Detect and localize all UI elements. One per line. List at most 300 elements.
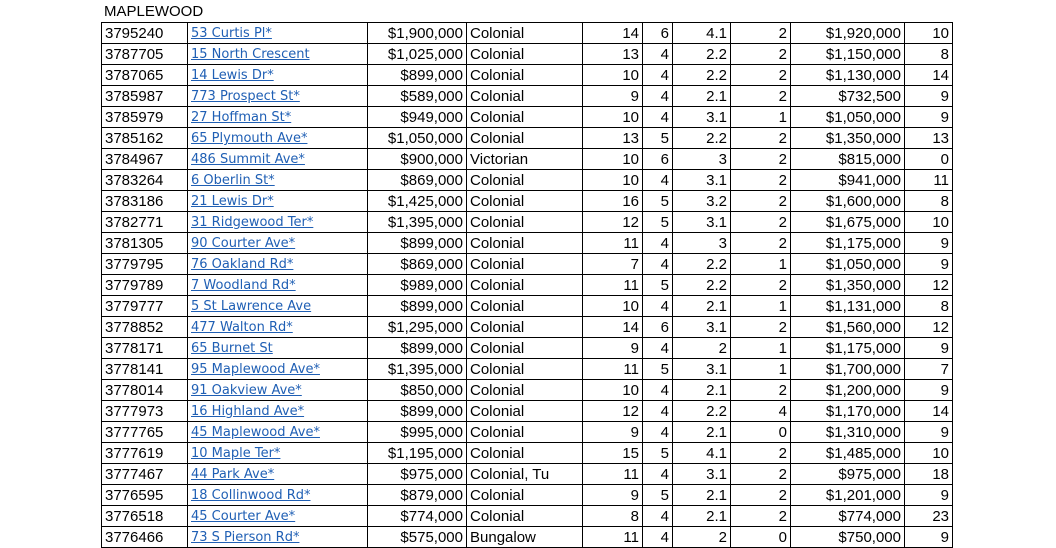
mls-id-cell: 3777973 — [102, 401, 188, 422]
baths-cell: 2.1 — [673, 506, 731, 527]
listings-body — [102, 23, 953, 548]
address-link[interactable]: 45 Courter Ave* — [191, 509, 296, 524]
style-cell: Colonial — [467, 296, 583, 317]
style-cell: Colonial — [467, 443, 583, 464]
table-row — [102, 23, 953, 44]
baths-cell: 3 — [673, 149, 731, 170]
list-price-cell: $949,000 — [368, 107, 467, 128]
bedrooms-cell: 4 — [643, 380, 673, 401]
sold-price-cell: $1,050,000 — [791, 254, 905, 275]
sold-price-cell: $1,920,000 — [791, 23, 905, 44]
style-cell: Colonial — [467, 170, 583, 191]
table-row — [102, 149, 953, 170]
address-cell — [188, 44, 368, 65]
baths-cell: 2.1 — [673, 422, 731, 443]
baths-cell: 2.2 — [673, 128, 731, 149]
address-link[interactable]: 73 S Pierson Rd* — [191, 530, 300, 545]
garage-cell: 2 — [731, 128, 791, 149]
rooms-cell: 11 — [583, 275, 643, 296]
list-price-cell: $879,000 — [368, 485, 467, 506]
baths-cell: 3.1 — [673, 212, 731, 233]
mls-id-cell: 3778852 — [102, 317, 188, 338]
sold-price-cell: $1,350,000 — [791, 128, 905, 149]
sold-price-cell: $750,000 — [791, 527, 905, 548]
address-cell — [188, 506, 368, 527]
table-row — [102, 296, 953, 317]
address-cell — [188, 380, 368, 401]
rooms-cell: 14 — [583, 317, 643, 338]
mls-id-cell: 3783186 — [102, 191, 188, 212]
list-price-cell: $589,000 — [368, 86, 467, 107]
table-row — [102, 485, 953, 506]
table-row — [102, 233, 953, 254]
style-cell: Colonial — [467, 23, 583, 44]
table-row — [102, 212, 953, 233]
bedrooms-cell: 5 — [643, 128, 673, 149]
days-on-market-cell: 14 — [905, 401, 953, 422]
mls-id-cell: 3779777 — [102, 296, 188, 317]
garage-cell: 4 — [731, 401, 791, 422]
address-link[interactable]: 6 Oberlin St* — [191, 173, 275, 188]
days-on-market-cell: 9 — [905, 338, 953, 359]
mls-id-cell: 3777467 — [102, 464, 188, 485]
table-row — [102, 275, 953, 296]
table-row — [102, 422, 953, 443]
baths-cell: 4.1 — [673, 443, 731, 464]
sheet-title: MAPLEWOOD — [104, 3, 204, 20]
bedrooms-cell: 5 — [643, 191, 673, 212]
baths-cell: 3.2 — [673, 191, 731, 212]
address-link[interactable]: 18 Collinwood Rd* — [191, 488, 311, 503]
list-price-cell: $1,425,000 — [368, 191, 467, 212]
table-row — [102, 527, 953, 548]
list-price-cell: $869,000 — [368, 170, 467, 191]
style-cell: Colonial — [467, 254, 583, 275]
style-cell: Colonial — [467, 485, 583, 506]
mls-id-cell: 3783264 — [102, 170, 188, 191]
garage-cell: 1 — [731, 296, 791, 317]
days-on-market-cell: 9 — [905, 485, 953, 506]
address-link[interactable]: 90 Courter Ave* — [191, 236, 296, 251]
sold-price-cell: $1,130,000 — [791, 65, 905, 86]
table-row — [102, 86, 953, 107]
rooms-cell: 12 — [583, 401, 643, 422]
days-on-market-cell: 14 — [905, 65, 953, 86]
bedrooms-cell: 5 — [643, 275, 673, 296]
bedrooms-cell: 4 — [643, 527, 673, 548]
list-price-cell: $900,000 — [368, 149, 467, 170]
sold-price-cell: $1,350,000 — [791, 275, 905, 296]
bedrooms-cell: 4 — [643, 338, 673, 359]
mls-id-cell: 3777619 — [102, 443, 188, 464]
mls-id-cell: 3781305 — [102, 233, 188, 254]
list-price-cell: $975,000 — [368, 464, 467, 485]
days-on-market-cell: 9 — [905, 107, 953, 128]
address-cell — [188, 233, 368, 254]
baths-cell: 2.1 — [673, 380, 731, 401]
days-on-market-cell: 12 — [905, 275, 953, 296]
address-cell — [188, 212, 368, 233]
list-price-cell: $774,000 — [368, 506, 467, 527]
address-cell — [188, 86, 368, 107]
table-row — [102, 401, 953, 422]
garage-cell: 2 — [731, 233, 791, 254]
list-price-cell: $899,000 — [368, 401, 467, 422]
sold-price-cell: $1,675,000 — [791, 212, 905, 233]
rooms-cell: 15 — [583, 443, 643, 464]
mls-id-cell: 3778014 — [102, 380, 188, 401]
baths-cell: 2.2 — [673, 401, 731, 422]
address-cell — [188, 128, 368, 149]
table-row — [102, 443, 953, 464]
baths-cell: 2.2 — [673, 254, 731, 275]
garage-cell: 2 — [731, 170, 791, 191]
mls-id-cell: 3787705 — [102, 44, 188, 65]
table-row — [102, 191, 953, 212]
garage-cell: 2 — [731, 380, 791, 401]
mls-id-cell: 3795240 — [102, 23, 188, 44]
table-row — [102, 65, 953, 86]
sold-price-cell: $1,170,000 — [791, 401, 905, 422]
style-cell: Colonial — [467, 233, 583, 254]
list-price-cell: $1,395,000 — [368, 359, 467, 380]
garage-cell: 2 — [731, 275, 791, 296]
mls-id-cell: 3779789 — [102, 275, 188, 296]
mls-id-cell: 3777765 — [102, 422, 188, 443]
style-cell: Colonial — [467, 212, 583, 233]
garage-cell: 2 — [731, 212, 791, 233]
bedrooms-cell: 5 — [643, 359, 673, 380]
days-on-market-cell: 8 — [905, 44, 953, 65]
days-on-market-cell: 23 — [905, 506, 953, 527]
baths-cell: 2 — [673, 527, 731, 548]
baths-cell: 2.2 — [673, 275, 731, 296]
list-price-cell: $989,000 — [368, 275, 467, 296]
days-on-market-cell: 10 — [905, 443, 953, 464]
address-link[interactable]: 15 North Crescent — [191, 47, 310, 62]
address-cell — [188, 401, 368, 422]
address-link[interactable]: 5 St Lawrence Ave — [191, 299, 312, 314]
bedrooms-cell: 4 — [643, 107, 673, 128]
sold-price-cell: $1,175,000 — [791, 233, 905, 254]
baths-cell: 3.1 — [673, 359, 731, 380]
address-link[interactable]: 16 Highland Ave* — [191, 404, 305, 419]
bedrooms-cell: 4 — [643, 170, 673, 191]
table-row — [102, 128, 953, 149]
address-cell — [188, 191, 368, 212]
address-cell — [188, 527, 368, 548]
address-link[interactable]: 45 Maplewood Ave* — [191, 425, 320, 440]
style-cell: Colonial — [467, 275, 583, 296]
days-on-market-cell: 9 — [905, 380, 953, 401]
sold-price-cell: $1,050,000 — [791, 107, 905, 128]
rooms-cell: 10 — [583, 65, 643, 86]
bedrooms-cell: 5 — [643, 443, 673, 464]
rooms-cell: 7 — [583, 254, 643, 275]
rooms-cell: 9 — [583, 422, 643, 443]
table-row — [102, 359, 953, 380]
baths-cell: 3.1 — [673, 317, 731, 338]
address-cell — [188, 107, 368, 128]
bedrooms-cell: 6 — [643, 23, 673, 44]
garage-cell: 1 — [731, 107, 791, 128]
rooms-cell: 10 — [583, 107, 643, 128]
address-cell — [188, 422, 368, 443]
baths-cell: 4.1 — [673, 23, 731, 44]
address-link[interactable]: 44 Park Ave* — [191, 467, 275, 482]
address-cell — [188, 275, 368, 296]
rooms-cell: 11 — [583, 233, 643, 254]
table-row — [102, 44, 953, 65]
rooms-cell: 10 — [583, 296, 643, 317]
days-on-market-cell: 0 — [905, 149, 953, 170]
bedrooms-cell: 4 — [643, 401, 673, 422]
address-link[interactable]: 65 Burnet St — [191, 341, 273, 356]
address-cell — [188, 464, 368, 485]
garage-cell: 0 — [731, 527, 791, 548]
list-price-cell: $899,000 — [368, 338, 467, 359]
sold-price-cell: $1,175,000 — [791, 338, 905, 359]
sold-price-cell: $941,000 — [791, 170, 905, 191]
mls-id-cell: 3779795 — [102, 254, 188, 275]
mls-id-cell: 3787065 — [102, 65, 188, 86]
bedrooms-cell: 4 — [643, 254, 673, 275]
days-on-market-cell: 9 — [905, 86, 953, 107]
garage-cell: 2 — [731, 443, 791, 464]
garage-cell: 2 — [731, 191, 791, 212]
sold-price-cell: $1,201,000 — [791, 485, 905, 506]
sold-price-cell: $774,000 — [791, 506, 905, 527]
baths-cell: 2.1 — [673, 485, 731, 506]
style-cell: Colonial — [467, 86, 583, 107]
rooms-cell: 13 — [583, 44, 643, 65]
bedrooms-cell: 4 — [643, 44, 673, 65]
style-cell: Colonial — [467, 380, 583, 401]
baths-cell: 2.2 — [673, 65, 731, 86]
baths-cell: 2 — [673, 338, 731, 359]
rooms-cell: 11 — [583, 464, 643, 485]
bedrooms-cell: 4 — [643, 65, 673, 86]
rooms-cell: 13 — [583, 128, 643, 149]
mls-id-cell: 3778141 — [102, 359, 188, 380]
style-cell: Bungalow — [467, 527, 583, 548]
baths-cell: 3.1 — [673, 464, 731, 485]
garage-cell: 1 — [731, 359, 791, 380]
days-on-market-cell: 10 — [905, 23, 953, 44]
mls-id-cell: 3785987 — [102, 86, 188, 107]
rooms-cell: 12 — [583, 212, 643, 233]
sold-price-cell: $1,485,000 — [791, 443, 905, 464]
address-link[interactable]: 31 Ridgewood Ter* — [191, 215, 314, 230]
rooms-cell: 11 — [583, 527, 643, 548]
baths-cell: 2.1 — [673, 86, 731, 107]
days-on-market-cell: 10 — [905, 212, 953, 233]
table-row — [102, 254, 953, 275]
address-link[interactable]: 773 Prospect St* — [191, 89, 300, 104]
address-link[interactable]: 21 Lewis Dr* — [191, 194, 274, 209]
style-cell: Colonial, Tu — [467, 464, 583, 485]
list-price-cell: $899,000 — [368, 296, 467, 317]
table-row — [102, 464, 953, 485]
rooms-cell: 14 — [583, 23, 643, 44]
garage-cell: 0 — [731, 422, 791, 443]
baths-cell: 3.1 — [673, 107, 731, 128]
table-row — [102, 506, 953, 527]
address-cell — [188, 170, 368, 191]
garage-cell: 1 — [731, 254, 791, 275]
mls-id-cell: 3778171 — [102, 338, 188, 359]
baths-cell: 2.2 — [673, 44, 731, 65]
sold-price-cell: $1,200,000 — [791, 380, 905, 401]
sold-price-cell: $1,150,000 — [791, 44, 905, 65]
sold-price-cell: $1,560,000 — [791, 317, 905, 338]
mls-id-cell: 3782771 — [102, 212, 188, 233]
style-cell: Victorian — [467, 149, 583, 170]
style-cell: Colonial — [467, 128, 583, 149]
garage-cell: 2 — [731, 65, 791, 86]
address-link[interactable]: 91 Oakview Ave* — [191, 383, 302, 398]
address-link[interactable]: 95 Maplewood Ave* — [191, 362, 320, 377]
list-price-cell: $1,050,000 — [368, 128, 467, 149]
days-on-market-cell: 11 — [905, 170, 953, 191]
list-price-cell: $869,000 — [368, 254, 467, 275]
mls-id-cell: 3776595 — [102, 485, 188, 506]
address-cell — [188, 254, 368, 275]
days-on-market-cell: 9 — [905, 527, 953, 548]
address-link[interactable]: 7 Woodland Rd* — [191, 278, 296, 293]
style-cell: Colonial — [467, 65, 583, 86]
address-cell — [188, 359, 368, 380]
address-cell — [188, 23, 368, 44]
list-price-cell: $1,195,000 — [368, 443, 467, 464]
bedrooms-cell: 4 — [643, 86, 673, 107]
sold-price-cell: $1,700,000 — [791, 359, 905, 380]
address-cell — [188, 296, 368, 317]
sold-price-cell: $1,310,000 — [791, 422, 905, 443]
mls-id-cell: 3785979 — [102, 107, 188, 128]
style-cell: Colonial — [467, 317, 583, 338]
days-on-market-cell: 9 — [905, 422, 953, 443]
bedrooms-cell: 5 — [643, 212, 673, 233]
address-link[interactable]: 14 Lewis Dr* — [191, 68, 274, 83]
days-on-market-cell: 13 — [905, 128, 953, 149]
list-price-cell: $899,000 — [368, 65, 467, 86]
table-row — [102, 317, 953, 338]
listings-table — [101, 22, 953, 548]
address-link[interactable]: 65 Plymouth Ave* — [191, 131, 308, 146]
rooms-cell: 9 — [583, 485, 643, 506]
address-cell — [188, 485, 368, 506]
bedrooms-cell: 6 — [643, 149, 673, 170]
list-price-cell: $575,000 — [368, 527, 467, 548]
address-cell — [188, 317, 368, 338]
days-on-market-cell: 18 — [905, 464, 953, 485]
rooms-cell: 10 — [583, 170, 643, 191]
sold-price-cell: $1,131,000 — [791, 296, 905, 317]
sold-price-cell: $815,000 — [791, 149, 905, 170]
garage-cell: 2 — [731, 86, 791, 107]
list-price-cell: $1,395,000 — [368, 212, 467, 233]
rooms-cell: 10 — [583, 149, 643, 170]
bedrooms-cell: 4 — [643, 506, 673, 527]
address-cell — [188, 65, 368, 86]
bedrooms-cell: 5 — [643, 485, 673, 506]
sold-price-cell: $732,500 — [791, 86, 905, 107]
rooms-cell: 10 — [583, 380, 643, 401]
style-cell: Colonial — [467, 191, 583, 212]
address-cell — [188, 338, 368, 359]
bedrooms-cell: 4 — [643, 296, 673, 317]
sold-price-cell: $1,600,000 — [791, 191, 905, 212]
bedrooms-cell: 4 — [643, 464, 673, 485]
garage-cell: 2 — [731, 317, 791, 338]
bedrooms-cell: 4 — [643, 422, 673, 443]
garage-cell: 2 — [731, 485, 791, 506]
garage-cell: 2 — [731, 506, 791, 527]
garage-cell: 2 — [731, 149, 791, 170]
table-row — [102, 380, 953, 401]
address-cell — [188, 443, 368, 464]
rooms-cell: 8 — [583, 506, 643, 527]
garage-cell: 1 — [731, 338, 791, 359]
mls-id-cell: 3776518 — [102, 506, 188, 527]
list-price-cell: $995,000 — [368, 422, 467, 443]
garage-cell: 2 — [731, 44, 791, 65]
address-cell — [188, 149, 368, 170]
table-row — [102, 338, 953, 359]
baths-cell: 3.1 — [673, 170, 731, 191]
days-on-market-cell: 8 — [905, 191, 953, 212]
garage-cell: 2 — [731, 464, 791, 485]
address-link[interactable]: 53 Curtis Pl* — [191, 26, 272, 41]
garage-cell: 2 — [731, 23, 791, 44]
days-on-market-cell: 9 — [905, 233, 953, 254]
rooms-cell: 9 — [583, 338, 643, 359]
rooms-cell: 9 — [583, 86, 643, 107]
days-on-market-cell: 9 — [905, 254, 953, 275]
address-link[interactable]: 76 Oakland Rd* — [191, 257, 294, 272]
style-cell: Colonial — [467, 359, 583, 380]
style-cell: Colonial — [467, 107, 583, 128]
address-link[interactable]: 486 Summit Ave* — [191, 152, 305, 167]
style-cell: Colonial — [467, 422, 583, 443]
list-price-cell: $850,000 — [368, 380, 467, 401]
bedrooms-cell: 6 — [643, 317, 673, 338]
address-link[interactable]: 27 Hoffman St* — [191, 110, 292, 125]
mls-id-cell: 3784967 — [102, 149, 188, 170]
mls-id-cell: 3776466 — [102, 527, 188, 548]
list-price-cell: $1,900,000 — [368, 23, 467, 44]
sold-price-cell: $975,000 — [791, 464, 905, 485]
list-price-cell: $899,000 — [368, 233, 467, 254]
rooms-cell: 16 — [583, 191, 643, 212]
days-on-market-cell: 7 — [905, 359, 953, 380]
mls-id-cell: 3785162 — [102, 128, 188, 149]
list-price-cell: $1,025,000 — [368, 44, 467, 65]
address-link[interactable]: 477 Walton Rd* — [191, 320, 293, 335]
style-cell: Colonial — [467, 506, 583, 527]
bedrooms-cell: 4 — [643, 233, 673, 254]
baths-cell: 2.1 — [673, 296, 731, 317]
days-on-market-cell: 12 — [905, 317, 953, 338]
baths-cell: 3 — [673, 233, 731, 254]
table-row — [102, 107, 953, 128]
style-cell: Colonial — [467, 44, 583, 65]
style-cell: Colonial — [467, 401, 583, 422]
style-cell: Colonial — [467, 338, 583, 359]
table-row — [102, 170, 953, 191]
address-link[interactable]: 10 Maple Ter* — [191, 446, 281, 461]
